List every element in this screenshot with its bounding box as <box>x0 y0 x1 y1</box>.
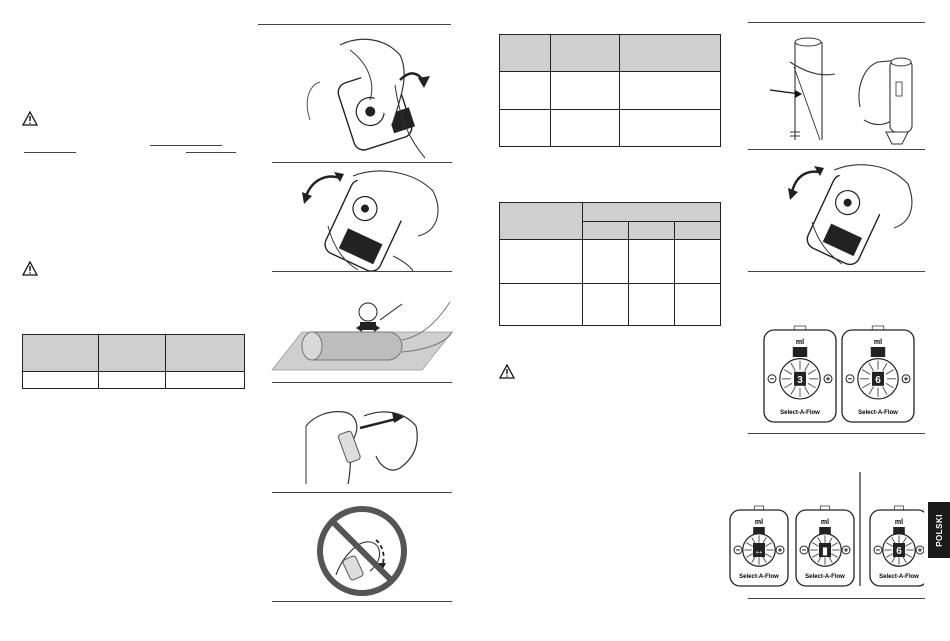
table-cell <box>675 284 721 326</box>
flow-setting-value: 6 <box>875 374 881 386</box>
table-col3-top <box>499 34 721 147</box>
table-cell <box>99 372 166 389</box>
figure-divider <box>748 271 925 272</box>
figure-divider <box>272 382 452 383</box>
figure-divider <box>748 598 925 599</box>
warning-icon <box>22 111 38 126</box>
table-cell <box>583 240 629 284</box>
figure-divider <box>272 492 452 493</box>
table-cell <box>551 72 620 110</box>
figure-divider <box>748 22 925 23</box>
unit-label: ml <box>894 519 904 526</box>
flow-setting-value: ▮ <box>822 546 828 557</box>
figure-divider <box>258 24 451 25</box>
display-window <box>871 347 885 357</box>
table-cell <box>629 240 675 284</box>
figure-divider <box>272 271 452 272</box>
table-header-cell <box>620 35 721 72</box>
underline-rule <box>150 145 222 146</box>
table-cell <box>166 372 245 389</box>
table-cell <box>629 284 675 326</box>
table-header-cell <box>500 35 551 72</box>
flow-setting-value: 6 <box>896 546 902 557</box>
pump-front-panel <box>870 506 924 586</box>
unit-label: ml <box>795 339 805 346</box>
figure-divider <box>272 162 452 163</box>
warning-icon <box>499 364 515 379</box>
display-window <box>793 347 807 357</box>
unit-label: ml <box>820 519 830 526</box>
table-cell <box>500 110 551 147</box>
table-cell <box>551 110 620 147</box>
unit-label: ml <box>873 339 883 346</box>
brand-label: Select-A-Flow <box>805 574 845 580</box>
table-header-cell <box>583 203 721 222</box>
figure-flow-settings-a <box>760 322 920 426</box>
flow-setting-value: ↔ <box>754 546 764 557</box>
table-header-cell <box>675 222 721 240</box>
figure-rotate-dial <box>298 166 448 272</box>
table-cell <box>620 72 721 110</box>
pump-front-panel <box>730 506 788 586</box>
figure-prohibited-action <box>316 505 408 597</box>
language-tab-label: POLSKI <box>934 513 944 547</box>
table-cell <box>583 284 629 326</box>
table-cell <box>675 240 721 284</box>
table-header-cell <box>500 203 583 240</box>
pump-front-panel <box>796 506 854 586</box>
warning-icon <box>22 261 38 276</box>
figure-rotate-dial-2 <box>786 158 916 268</box>
table-cell <box>500 284 583 326</box>
underline-rule <box>186 152 236 153</box>
table-header-cell <box>629 222 675 240</box>
brand-label: Select-A-Flow <box>858 410 898 416</box>
table-cell <box>500 240 583 284</box>
figure-tube-and-bottle <box>760 32 920 147</box>
table-header-cell <box>99 335 166 372</box>
figure-divider <box>748 433 925 434</box>
brand-label: Select-A-Flow <box>879 574 919 580</box>
table-header-cell <box>583 222 629 240</box>
brand-label: Select-A-Flow <box>739 574 779 580</box>
figure-hand-rotating-pump <box>300 30 450 162</box>
table-col1 <box>22 334 245 389</box>
brand-label: Select-A-Flow <box>780 410 820 416</box>
table-cell <box>500 72 551 110</box>
table-cell <box>620 110 721 147</box>
table-header-cell <box>551 35 620 72</box>
flow-setting-value: 3 <box>797 374 803 386</box>
table-header-cell <box>23 335 99 372</box>
figure-hands-pulling-cap <box>304 396 424 490</box>
table-cell <box>23 372 99 389</box>
figure-pump-on-bottle <box>262 292 454 384</box>
figure-flow-settings-b <box>726 470 924 588</box>
language-tab[interactable] <box>928 502 950 558</box>
pump-front-panel <box>764 326 836 422</box>
underline-rule <box>24 152 76 153</box>
figure-divider <box>272 601 452 602</box>
table-header-cell <box>166 335 245 372</box>
table-col3-bottom <box>499 202 721 326</box>
pump-front-panel <box>842 326 914 422</box>
figure-divider <box>748 149 925 150</box>
unit-label: ml <box>754 519 764 526</box>
